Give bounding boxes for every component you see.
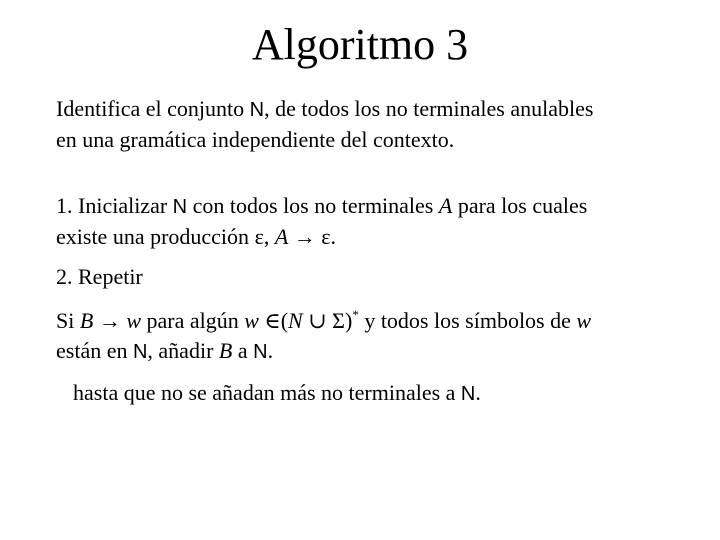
set-n-symbol: N	[249, 99, 265, 121]
slide-title: Algoritmo 3	[251, 20, 469, 69]
comma: ,	[263, 224, 275, 249]
sigma-symbol: Σ	[332, 308, 345, 333]
condition-text: , añadir	[147, 338, 219, 363]
condition-text: y todos los símbolos de	[358, 308, 577, 333]
element-of-symbol: ∈(	[258, 308, 289, 333]
step-text: existe una producción	[56, 224, 255, 249]
nonterminal-b: B	[79, 308, 94, 333]
step-text: para los cuales	[452, 193, 588, 218]
condition-line-1	[56, 306, 591, 336]
arrow-symbol: →	[288, 224, 322, 249]
kleene-star: *	[352, 307, 359, 322]
period: .	[330, 224, 337, 249]
intro-text: Identifica el conjunto	[56, 96, 250, 121]
set-n-symbol: N	[460, 383, 476, 405]
step-text: con todos los no terminales	[187, 193, 439, 218]
epsilon-symbol: ε	[254, 224, 264, 249]
nonterminal-a: A	[274, 224, 289, 249]
condition-text: Si	[56, 308, 80, 333]
condition-text: están en	[56, 338, 133, 363]
step-2-label: 2. Repetir	[56, 264, 143, 289]
step-1-paragraph	[56, 191, 587, 252]
set-n-symbol: N	[132, 341, 148, 363]
set-n-symbol: N	[288, 308, 303, 333]
step-1-line-2	[56, 222, 587, 252]
condition-text: para algún	[141, 308, 245, 333]
until-paragraph	[73, 378, 481, 409]
step-1-line-1	[56, 191, 587, 222]
condition-paragraph	[56, 306, 591, 367]
string-w: w	[244, 308, 259, 333]
period: .	[267, 338, 274, 363]
set-n-symbol: N	[253, 341, 268, 363]
period: .	[475, 380, 481, 405]
nonterminal-a: A	[438, 193, 453, 218]
until-text: hasta que no se añadan más no terminales a	[73, 380, 461, 405]
nonterminal-b: B	[218, 338, 233, 363]
step-2-paragraph	[56, 262, 143, 292]
condition-text: a	[232, 338, 254, 363]
set-n-symbol: N	[172, 196, 188, 218]
epsilon-symbol: ε	[321, 224, 331, 249]
union-symbol: ∪	[302, 308, 333, 333]
intro-line-2	[56, 125, 593, 155]
string-w: w	[126, 308, 141, 333]
string-w: w	[576, 308, 592, 333]
condition-line-2	[56, 336, 591, 367]
intro-text: , de todos los no terminales anulables	[264, 96, 594, 121]
arrow-symbol: →	[93, 308, 127, 333]
close-paren: )	[344, 308, 353, 333]
intro-line-1	[56, 94, 593, 125]
intro-paragraph	[56, 94, 593, 155]
step-text: 1. Inicializar	[56, 193, 173, 218]
intro-text: en una gramática independiente del contexto.	[56, 127, 455, 152]
